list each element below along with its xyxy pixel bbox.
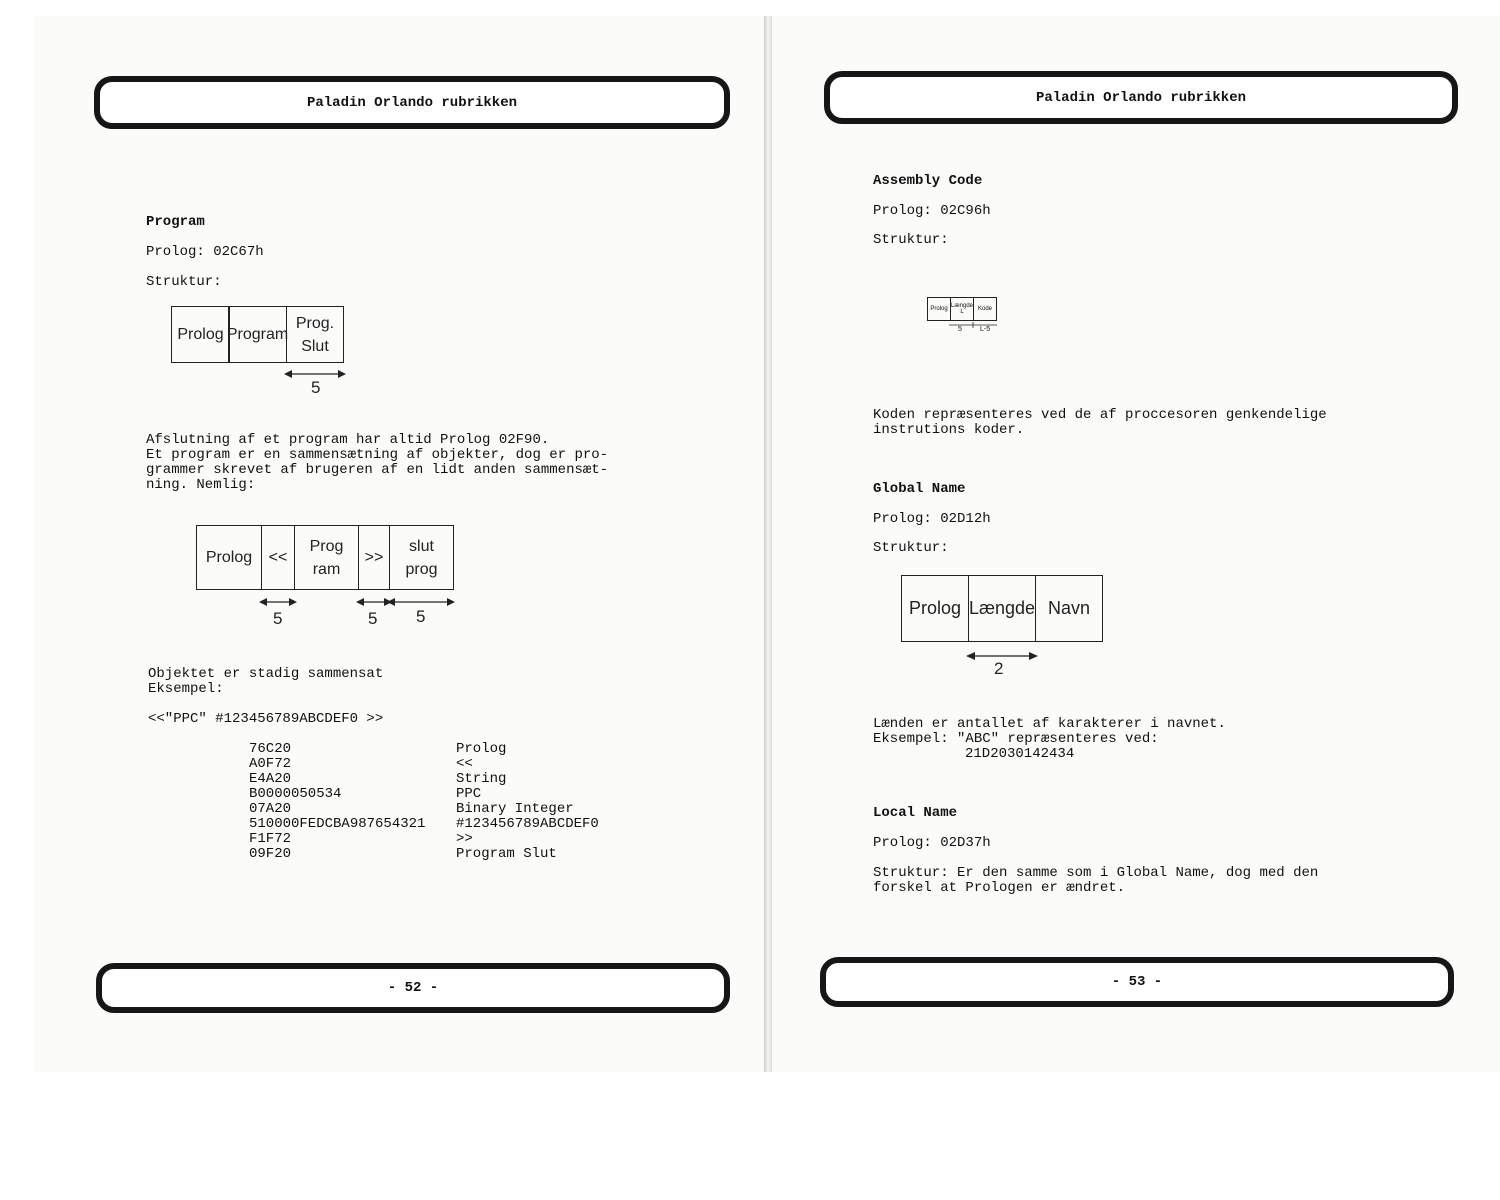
text-line: Lænden er antallet af karakterer i navnet. [873,716,1226,732]
book-spine [764,16,772,1072]
text-line: Eksempel: [148,681,224,697]
section-heading-program: Program [146,214,205,230]
meaning-line: >> [456,831,473,847]
diagram-box-prolog: Prolog [171,306,230,363]
meaning-line: Prolog [456,741,507,757]
diagram-box-line: ram [312,560,341,578]
meaning-column [456,742,599,862]
text-line: ning. Nemlig: [146,477,256,493]
diagram-box-prog-slut [286,306,344,363]
section-heading-local: Local Name [873,805,958,821]
meaning-line: PPC [456,786,482,802]
diagram-box-line: Længde [950,303,974,309]
text-line: forskel at Prologen er ændret. [873,880,1126,896]
text-line: Afslutning af et program har altid Prolog 02F90. [146,432,550,448]
meaning-line: << [456,756,473,772]
header-title: Paladin Orlando rubrikken [1035,89,1247,106]
local-struktur [873,866,1318,896]
text-line: Koden repræsenteres ved de af proccesoren genkendelige [873,407,1327,423]
diagram-box-kode: Kode [973,297,997,321]
code-line: B0000050534 [249,786,342,802]
code-line: 76C20 [249,741,292,757]
text-line: Objektet er stadig sammensat [148,666,384,682]
code-column [249,742,425,862]
assembly-prolog: Prolog: 02C96h [873,203,991,219]
section-heading-global: Global Name [873,481,966,497]
code-line: A0F72 [249,756,292,772]
diagram-box-close: >> [358,525,390,590]
diagram-box-prolog: Prolog [196,525,262,590]
page-number: - 52 - [387,980,439,996]
code-line: F1F72 [249,831,292,847]
code-line: E4A20 [249,771,292,787]
section-heading-assembly: Assembly Code [873,173,983,189]
diagram-box-prolog: Prolog [901,575,969,642]
diagram-box-navn: Navn [1035,575,1103,642]
diagram-box-line: slut [409,537,434,555]
dimension-arrow-icon [948,322,998,328]
diagram-box-laengde [950,297,974,321]
diagram-box-line: L [960,309,964,315]
dimension-label: 2 [994,659,1004,678]
laenden-description [873,717,1226,762]
footer-bar-left [96,963,730,1013]
dimension-arrow-icon [259,596,297,608]
footer-bar-right [820,957,1454,1007]
meaning-line: Program Slut [456,846,557,862]
local-prolog: Prolog: 02D37h [873,835,991,851]
dimension-label: 5 [958,326,962,333]
meaning-line: String [456,771,507,787]
diagram-box-line: Prog [309,537,344,555]
header-title: Paladin Orlando rubrikken [306,94,518,111]
text-line: Eksempel: "ABC" repræsenteres ved: [873,731,1159,747]
diagram-box-program [294,525,359,590]
global-prolog: Prolog: 02D12h [873,511,991,527]
diagram-box-slut-prog [389,525,454,590]
diagram-box-open: << [261,525,295,590]
assembly-struktur: Struktur: [873,232,949,248]
meaning-line: #123456789ABCDEF0 [456,816,599,832]
header-bar-right [824,71,1458,124]
diagram-box-laengde: Længde [968,575,1036,642]
dimension-label: 5 [273,609,283,628]
text-line: grammer skrevet af brugeren af en lidt anden sammensæt- [146,462,609,478]
diagram-box-program: Program [228,306,287,363]
dimension-label: 5 [416,607,426,626]
text-line: Et program er en sammensætning af objekter, dog er pro- [146,447,609,463]
page-number: - 53 - [1111,974,1163,990]
example-expression: <<"PPC" #123456789ABCDEF0 >> [148,711,384,727]
global-struktur: Struktur: [873,540,949,556]
text-line: instrutions koder. [873,422,1025,438]
text-line: 21D2030142434 [965,746,1075,762]
program-description [146,433,608,493]
dimension-label: 5 [368,609,378,628]
dimension-label: 5 [311,378,321,397]
dimension-label: L-5 [980,326,991,333]
diagram-box-line: prog [405,560,438,578]
text-line: Struktur: Er den samme som i Global Name, dog med den [873,865,1319,881]
code-line: 07A20 [249,801,292,817]
diagram-box-line: Slut [301,337,329,355]
meaning-line: Binary Integer [456,801,574,817]
object-description [148,667,383,697]
code-line: 09F20 [249,846,292,862]
program-struktur: Struktur: [146,274,222,290]
code-line: 510000FEDCBA987654321 [249,816,426,832]
header-bar-left [94,76,730,129]
diagram-box-prolog: Prolog [927,297,951,321]
program-prolog: Prolog: 02C67h [146,244,264,260]
koden-description [873,408,1327,438]
diagram-box-line: Prog. [295,314,335,332]
